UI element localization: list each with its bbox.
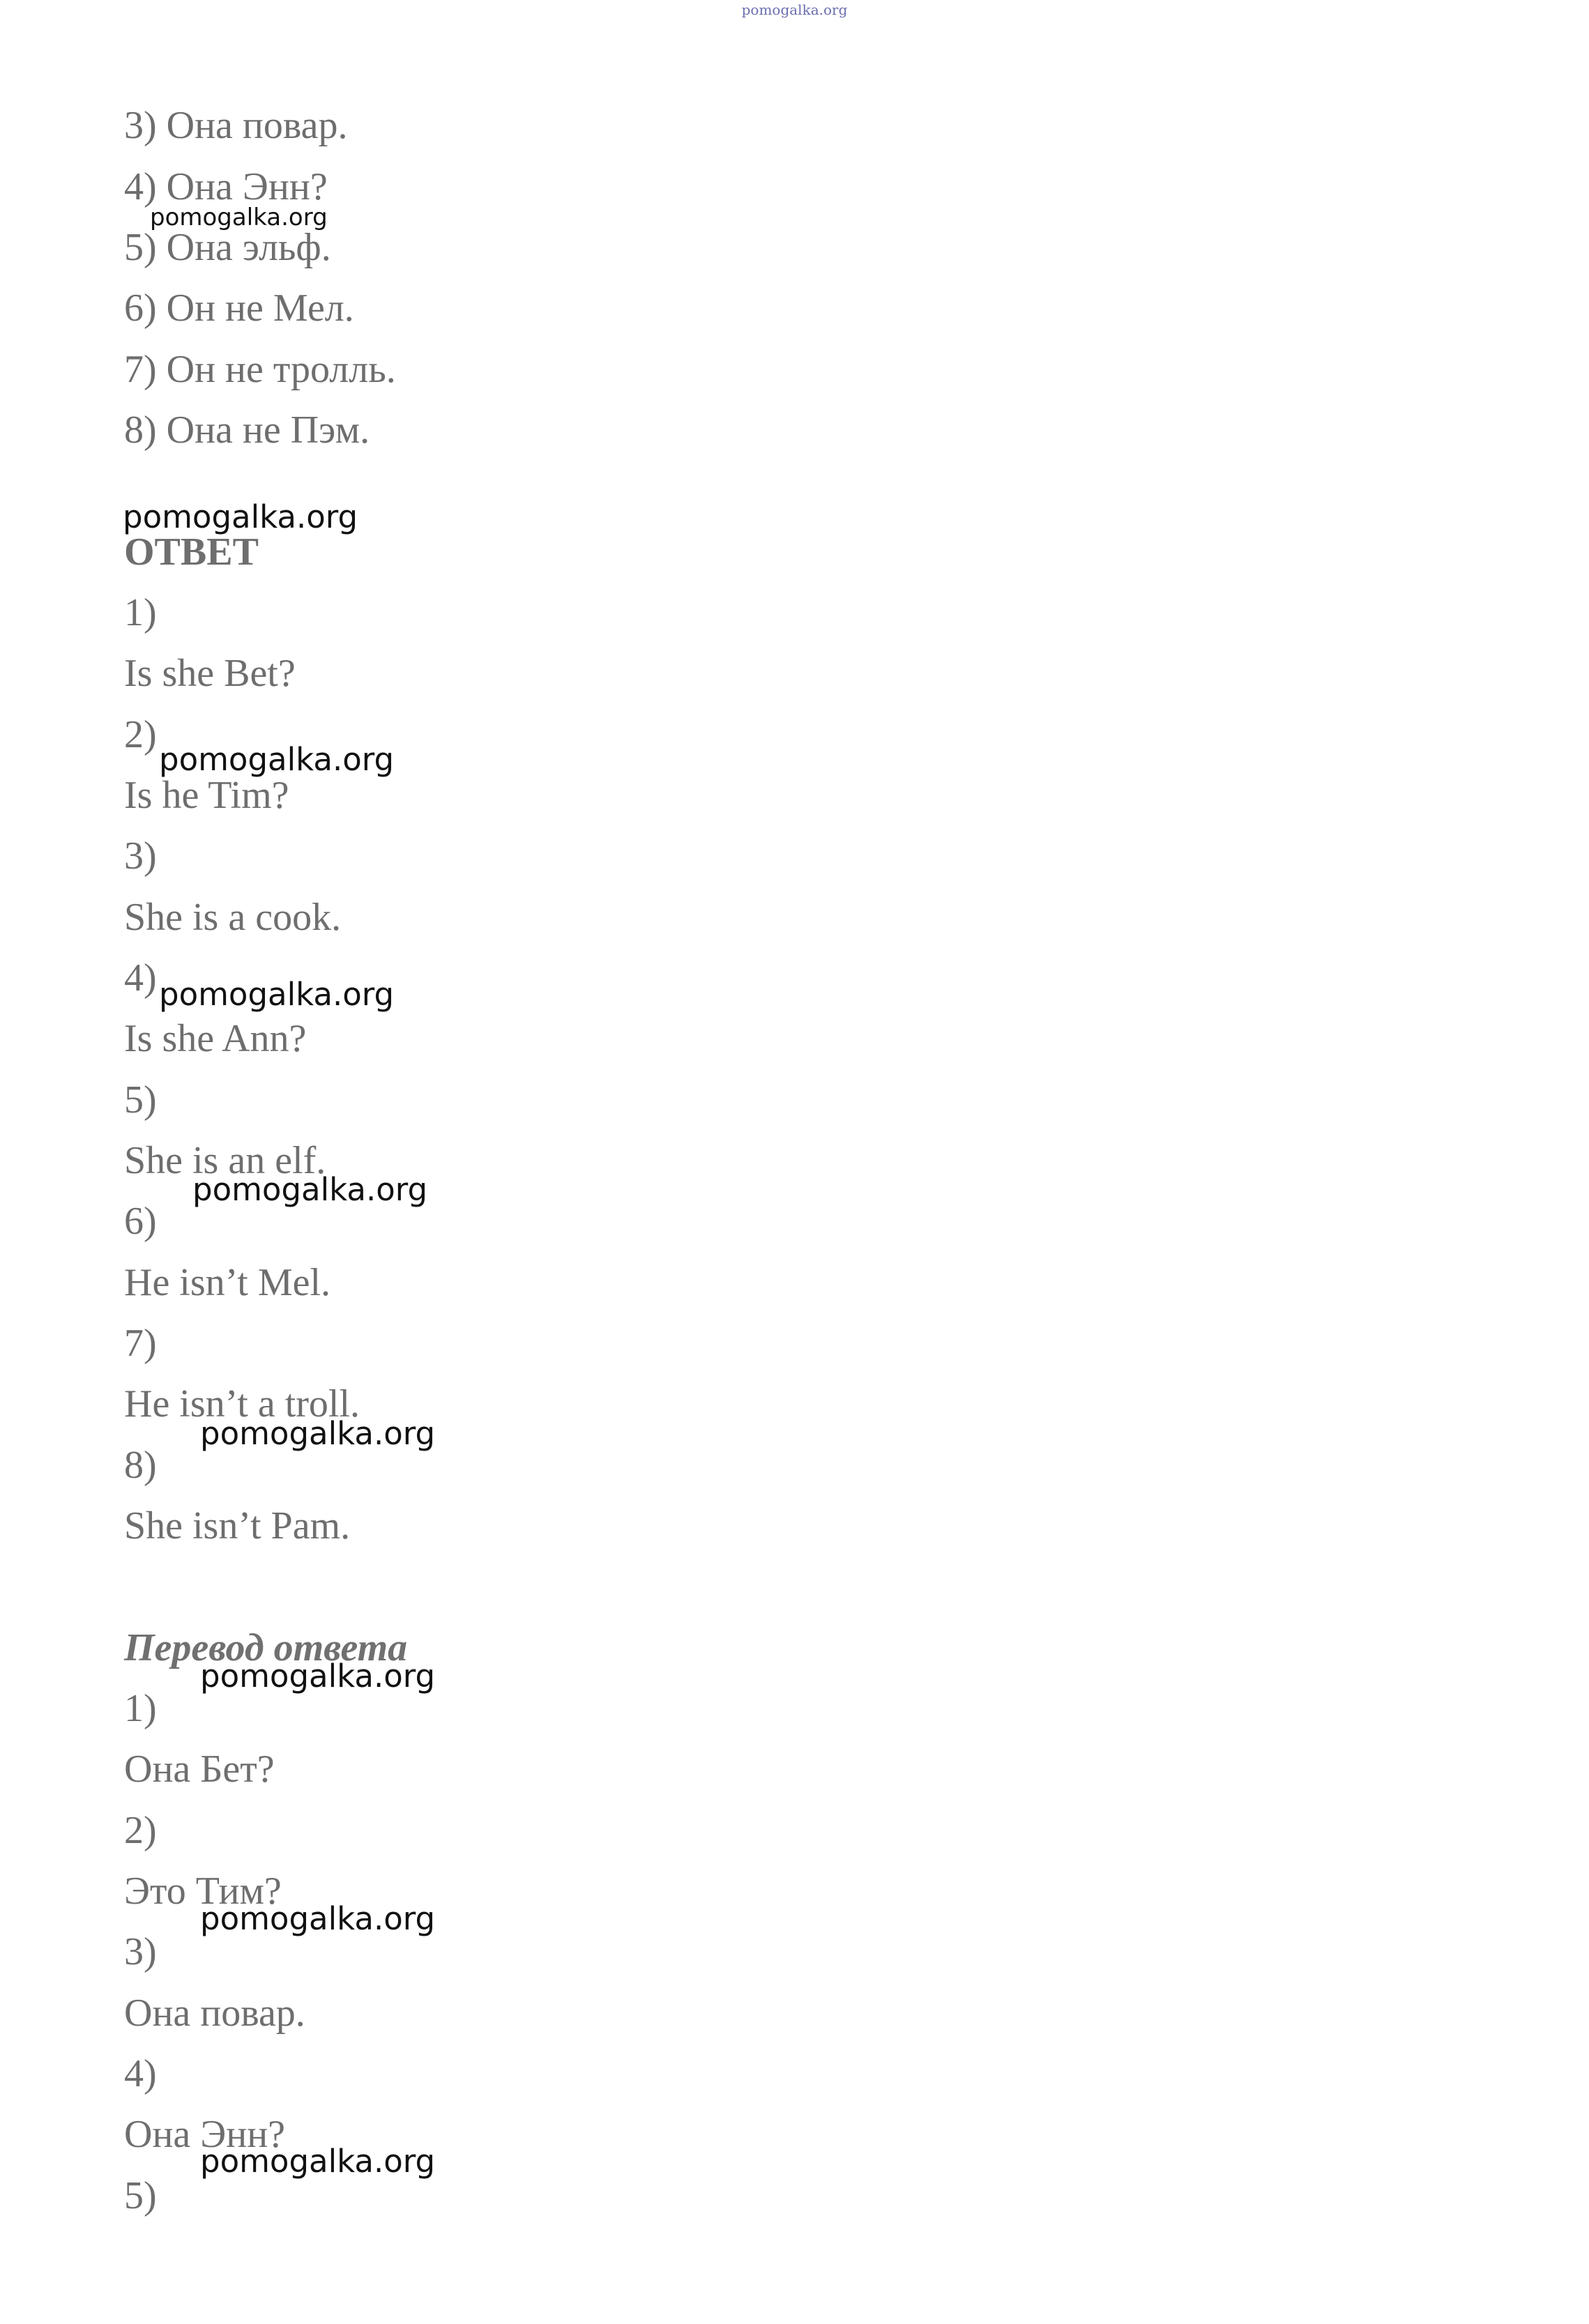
translation-num-3: 3) [124, 1930, 157, 1973]
watermark: pomogalka.org [200, 1900, 436, 1937]
watermark: pomogalka.org [200, 2143, 436, 2180]
answer-text-3: She is a cook. [124, 896, 342, 939]
translation-num-1: 1) [124, 1687, 157, 1730]
watermark: pomogalka.org [159, 976, 395, 1013]
translation-num-2: 2) [124, 1809, 157, 1852]
translation-heading: Перевод ответа [124, 1626, 408, 1669]
task-line-3: 3) Она повар. [124, 104, 348, 147]
translation-text-4: Она Энн? [124, 2113, 286, 2156]
watermark: pomogalka.org [192, 1171, 428, 1208]
task-line-4: 4) Она Энн? [124, 165, 328, 208]
task-line-6: 6) Он не Мел. [124, 286, 354, 330]
task-line-5: 5) Она эльф. [124, 226, 331, 269]
watermark: pomogalka.org [200, 1415, 436, 1452]
watermark: pomogalka.org [150, 204, 328, 231]
task-line-8: 8) Она не Пэм. [124, 408, 370, 452]
translation-text-3: Она повар. [124, 1992, 305, 2035]
answer-text-6: He isn’t Mel. [124, 1261, 331, 1304]
translation-text-1: Она Бет? [124, 1748, 275, 1791]
answer-num-6: 6) [124, 1200, 157, 1243]
answer-heading: ОТВЕТ [124, 530, 259, 574]
answer-num-8: 8) [124, 1444, 157, 1487]
answer-text-1: Is she Bet? [124, 652, 296, 695]
answer-text-4: Is she Ann? [124, 1017, 307, 1060]
translation-text-2: Это Тим? [124, 1870, 282, 1913]
answer-num-1: 1) [124, 591, 157, 634]
translation-num-4: 4) [124, 2052, 157, 2095]
answer-text-5: She is an elf. [124, 1139, 326, 1182]
answer-num-4: 4) [124, 956, 157, 1000]
answer-num-3: 3) [124, 834, 157, 878]
translation-num-5: 5) [124, 2174, 157, 2217]
watermark: pomogalka.org [200, 1658, 436, 1695]
watermark: pomogalka.org [123, 498, 358, 535]
answer-num-2: 2) [124, 713, 157, 756]
site-header: pomogalka.org [741, 1, 848, 18]
answer-num-7: 7) [124, 1322, 157, 1365]
answer-text-2: Is he Tim? [124, 774, 289, 817]
answer-num-5: 5) [124, 1078, 157, 1122]
watermark: pomogalka.org [159, 741, 395, 778]
task-line-7: 7) Он не тролль. [124, 348, 396, 391]
answer-text-8: She isn’t Pam. [124, 1504, 351, 1547]
answer-text-7: He isn’t a troll. [124, 1382, 360, 1425]
